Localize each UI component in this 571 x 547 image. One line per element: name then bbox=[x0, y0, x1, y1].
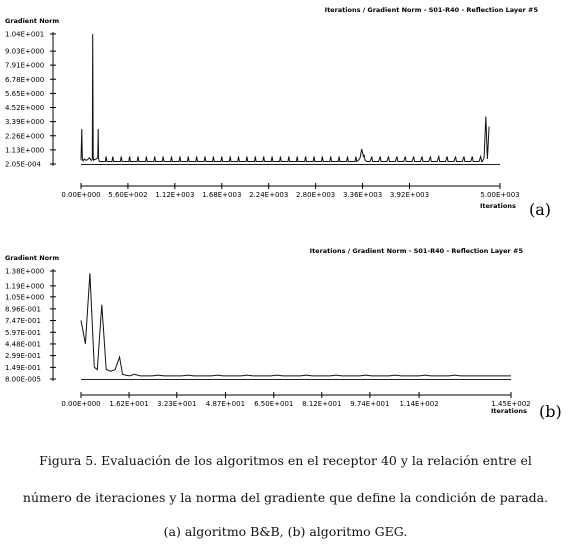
chart-a-title: Iterations / Gradient Norm - S01-R40 - Reflection Layer #5 bbox=[324, 6, 538, 14]
chart-b-y-tick-label: 4.48E-001 bbox=[5, 340, 41, 349]
chart-a-x-tick-label: 2.24E+003 bbox=[249, 191, 289, 199]
caption-line-2: número de iteraciones y la norma del gradiente que define la condición de parada. bbox=[22, 490, 549, 505]
chart-b-x-tick-label: 1.14E+002 bbox=[399, 400, 439, 408]
chart-a-panel-label: (a) bbox=[529, 200, 552, 219]
chart-a-x-tick-label: 2.80E+003 bbox=[296, 191, 336, 199]
caption-line-3: (a) algoritmo B&B, (b) algoritmo GEG. bbox=[163, 524, 408, 539]
chart-a-x-tick-label: 5.00E+003 bbox=[480, 191, 520, 199]
chart-a-x-tick-label: 1.12E+003 bbox=[155, 191, 195, 199]
chart-b-y-tick-label: 8.00E-005 bbox=[5, 375, 41, 384]
chart-a-y-tick-label: 4.52E+000 bbox=[5, 104, 45, 113]
chart-b-x-tick-label: 1.45E+002 bbox=[491, 400, 531, 408]
chart-b-x-axis-label: Iterations bbox=[491, 407, 527, 415]
chart-b-title: Iterations / Gradient Norm - S01-R40 - Reflection Layer #5 bbox=[309, 247, 523, 255]
chart-a-y-axis-label: Gradient Norm bbox=[5, 17, 60, 25]
caption-line-1: Figura 5. Evaluación de los algoritmos en el receptor 40 y la relación entre el bbox=[39, 453, 532, 468]
chart-a-x-tick-label: 1.68E+003 bbox=[202, 191, 242, 199]
chart-b-y-tick-label: 7.47E-001 bbox=[5, 317, 41, 326]
chart-a-x-tick-label: 3.36E+003 bbox=[342, 191, 383, 199]
chart-b-y-axis-label: Gradient Norm bbox=[5, 254, 60, 262]
chart-a-series-line bbox=[81, 34, 489, 162]
chart-a-y-tick-label: 9.03E+000 bbox=[5, 47, 45, 56]
chart-b-y-tick-label: 1.05E+000 bbox=[5, 293, 45, 302]
chart-b-x-tick-label: 0.00E+000 bbox=[61, 400, 101, 408]
chart-b-y-tick-label: 8.96E-001 bbox=[5, 305, 41, 314]
chart-a-y-tick-label: 6.78E+000 bbox=[5, 75, 45, 84]
chart-b-y-tick-label: 1.38E+000 bbox=[5, 267, 45, 276]
chart-b-x-tick-label: 1.62E+001 bbox=[109, 400, 149, 408]
chart-b-x-tick-label: 3.23E+001 bbox=[157, 400, 197, 408]
chart-b-y-tick-label: 5.97E-001 bbox=[5, 328, 41, 337]
chart-a-y-tick-label: 1.13E+000 bbox=[5, 146, 45, 155]
chart-a-x-axis-label: Iterations bbox=[480, 202, 516, 210]
chart-a-y-tick-label: 5.65E+000 bbox=[5, 89, 45, 98]
chart-a-x-tick-label: 0.00E+000 bbox=[61, 191, 101, 199]
chart-a-y-tick-label: 7.91E+000 bbox=[5, 61, 45, 70]
chart-b-x-tick-label: 9.74E+001 bbox=[350, 400, 390, 408]
chart-b-y-tick-label: 1.49E-001 bbox=[5, 363, 41, 372]
chart-a-y-tick-label: 2.05E-004 bbox=[5, 160, 41, 169]
chart-a-x-tick-label: 3.92E+003 bbox=[389, 191, 430, 199]
chart-b-panel-label: (b) bbox=[539, 402, 562, 421]
chart-b-x-tick-label: 8.12E+001 bbox=[302, 400, 342, 408]
chart-b-x-tick-label: 6.50E+001 bbox=[254, 400, 294, 408]
chart-a-y-tick-label: 1.04E+001 bbox=[5, 30, 45, 39]
chart-a-y-tick-label: 3.39E+000 bbox=[5, 118, 45, 127]
chart-a-y-tick-label: 2.26E+000 bbox=[5, 132, 45, 141]
chart-a-x-tick-label: 5.60E+002 bbox=[108, 191, 148, 199]
chart-b-y-tick-label: 1.19E+000 bbox=[5, 282, 45, 291]
chart-b-x-tick-label: 4.87E+001 bbox=[205, 400, 246, 408]
chart-b-y-tick-label: 2.99E-001 bbox=[5, 352, 41, 361]
chart-b-series-line bbox=[81, 273, 511, 376]
